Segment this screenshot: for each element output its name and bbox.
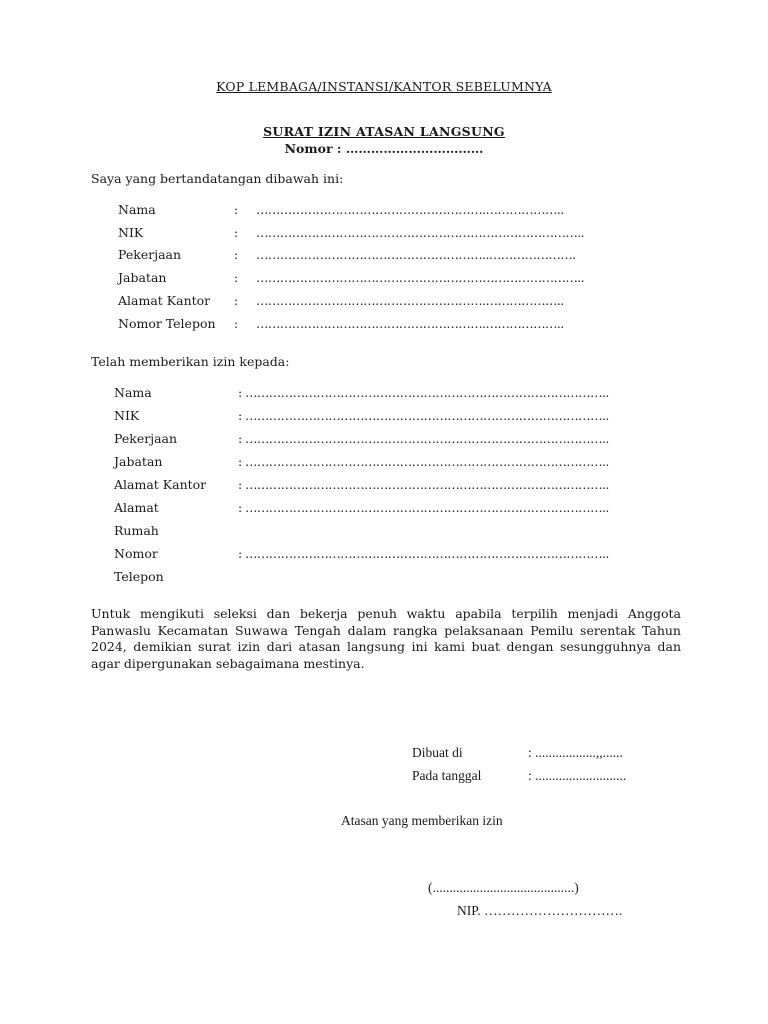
letter-title: SURAT IZIN ATASAN LANGSUNG [263,124,505,139]
field-colon: : [234,293,239,308]
field-value: : ……………………………………………………………………………….. [238,477,609,492]
field-colon: : [234,247,239,262]
atasan-label: Atasan yang memberikan izin [341,813,503,828]
field-label: Pekerjaan [118,247,182,262]
field-value: ……………………………………………………………………….. [256,225,585,240]
field-colon: : [234,270,239,285]
field-label: Alamat Kantor [114,477,207,492]
field-label: Jabatan [118,270,167,285]
tanggal-value: : ........................... [528,768,627,783]
signer-name-placeholder: (..........................................) [428,880,579,895]
field-label: Alamat [114,500,159,515]
field-label-line2: Telepon [114,569,164,584]
field-label: NIK [118,225,144,240]
dibuat-di-label: Dibuat di [412,745,463,760]
field-colon: : [234,316,239,331]
letter-number: Nomor : …………………………… [284,141,484,156]
field-value: ………………………………………………….……………….. [256,316,564,331]
field-label-line2: Rumah [114,523,159,538]
field-value: ……………………………………………………………………….. [256,270,585,285]
field-colon: : [234,202,239,217]
field-label: Nomor [114,546,158,561]
field-value: : ……………………………………………………………………………….. [238,454,609,469]
tanggal-label: Pada tanggal [412,768,482,783]
field-colon: : [234,225,239,240]
field-label: Nama [118,202,156,217]
field-value: : ……………………………………………………………………………….. [238,431,609,446]
field-label: Pekerjaan [114,431,178,446]
section2-intro: Telah memberikan izin kepada: [91,354,290,369]
field-label: Alamat Kantor [118,293,211,308]
dibuat-di-value: : ..................,,...... [528,745,623,760]
field-value: : ……………………………………………………………………………….. [238,385,609,400]
field-value: : ……………………………………………………………………………….. [238,408,609,423]
letterhead-placeholder: KOP LEMBAGA/INSTANSI/KANTOR SEBELUMNYA [216,79,552,94]
field-label: Nomor Telepon [118,316,216,331]
field-label: Nama [114,385,152,400]
field-label: NIK [114,408,140,423]
signer-nip: NIP. …………………………. [457,903,623,918]
field-value: ………………………………………………….……………….. [256,202,564,217]
field-value: …………………………………………………..…………………. [256,247,576,262]
field-value: ………………………………………………….……………….. [256,293,564,308]
field-value: : ……………………………………………………………………………….. [238,500,609,515]
field-value: : ……………………………………………………………………………….. [238,546,609,561]
field-label: Jabatan [114,454,163,469]
statement-paragraph: Untuk mengikuti seleksi dan bekerja penuh waktu apabila terpilih menjadi Anggota Panwaslu Kecamatan Suwawa Tengah dalam rangka pelaksanaan Pemilu serentak Tahun 2024, demikian surat izin dari atasan langsung ini kami buat dengan sesungguhnya dan agar dipergunakan sebagaimana mestinya. [91,606,681,671]
section1-intro: Saya yang bertandatangan dibawah ini: [91,171,344,186]
